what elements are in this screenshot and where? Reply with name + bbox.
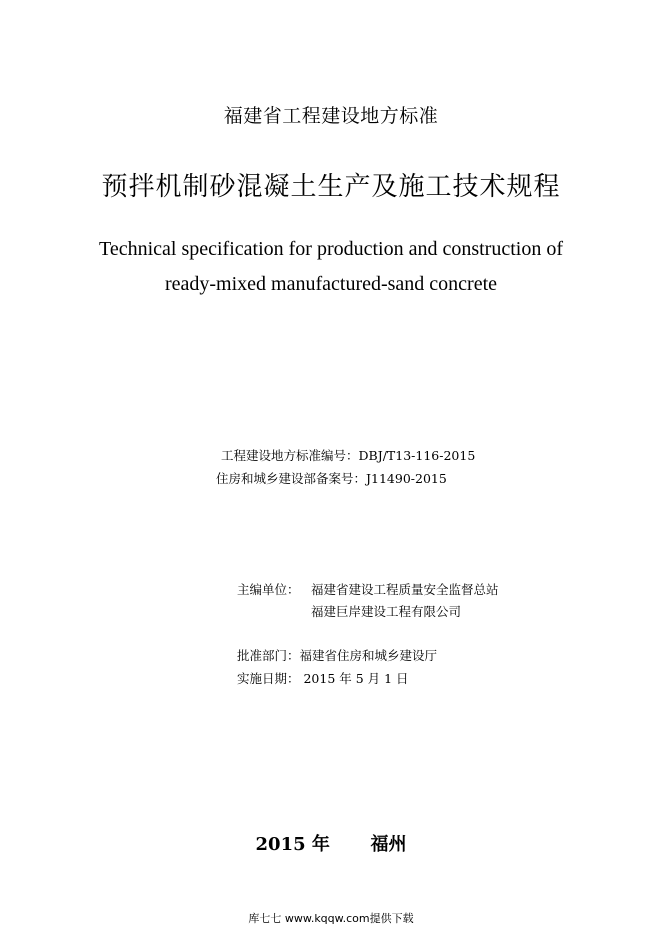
watermark-link[interactable]: 库七七 www.kqqw.com提供下载 [248,912,414,925]
document-title-en-line1: Technical specification for production and construction of [99,238,563,260]
footer-year-city [0,830,662,856]
approval-department: 批准部门：福建省住房和城乡建设厅 [237,648,438,663]
implementation-date: 实施日期： 2015 年 5 月 1 日 [237,671,409,686]
editor-label: 主编单位： [237,582,300,597]
standard-code: 工程建设地方标准编号：DBJ/T13-116-2015 [221,448,476,463]
footer-city: 福州 [370,834,407,855]
document-title-en-line2: ready-mixed manufactured-sand concrete [164,273,498,295]
standard-type: 福建省工程建设地方标准 [223,105,439,127]
record-number: 住房和城乡建设部备案号：J11490-2015 [216,471,447,486]
document-title-cn: 预拌机制砂混凝土生产及施工技术规程 [101,172,561,202]
footer-year: 2015 年 [255,834,330,855]
editor-org-2: 福建巨岸建设工程有限公司 [311,604,462,619]
editor-org-1: 福建省建设工程质量安全监督总站 [311,582,499,597]
